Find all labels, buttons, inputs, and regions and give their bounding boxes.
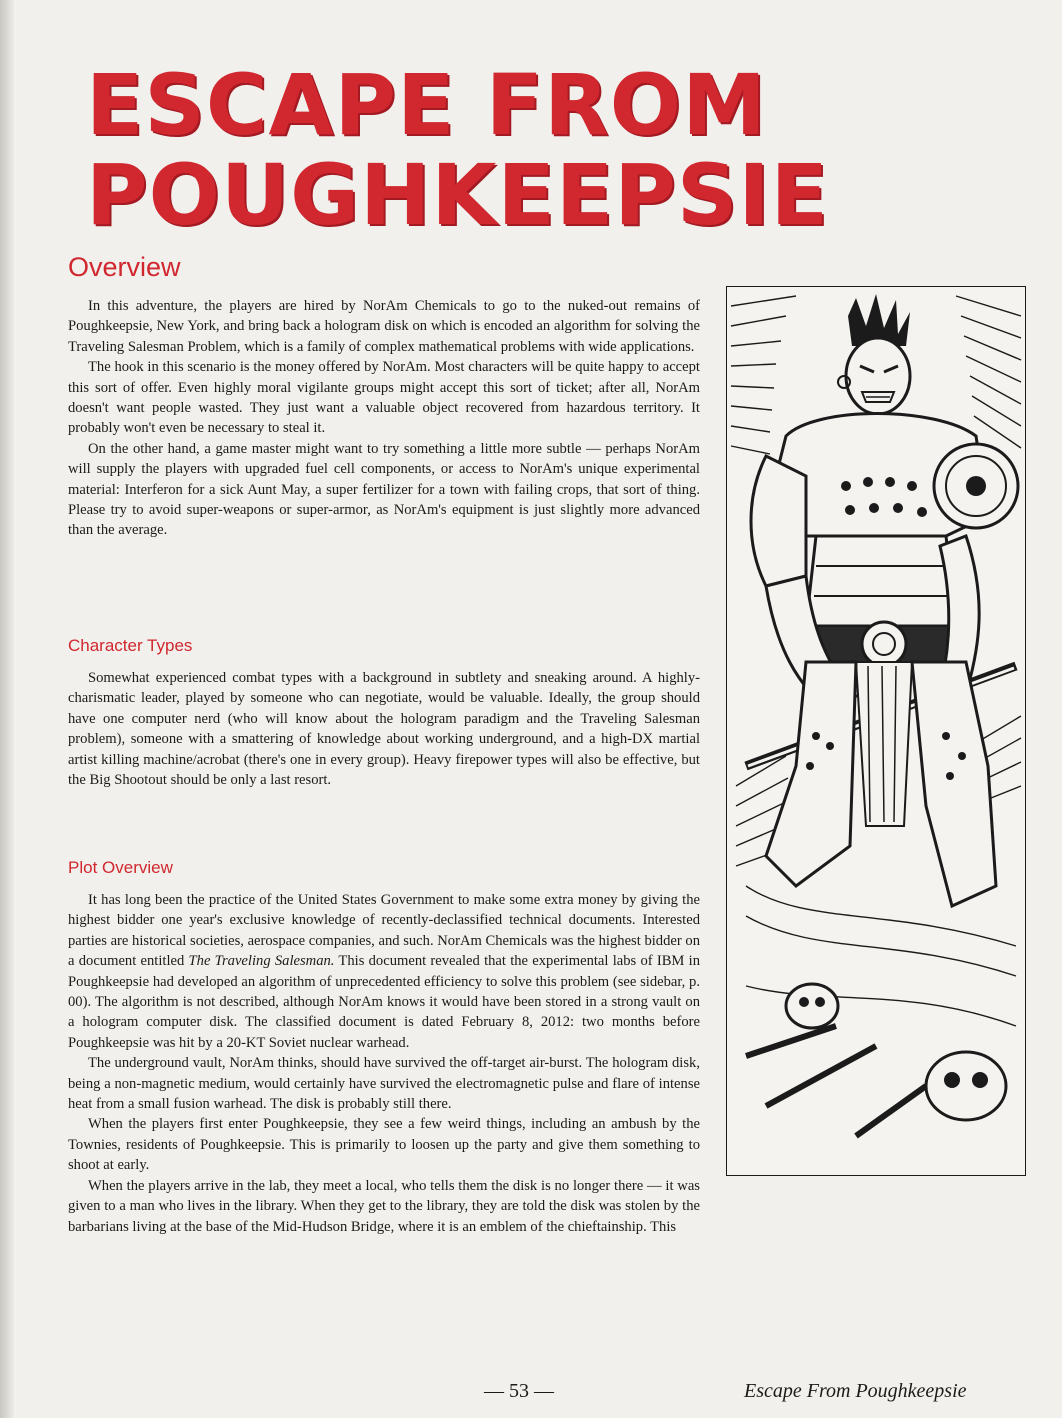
plot-overview-paragraph bbox=[68, 890, 700, 1053]
document-title: The Traveling Salesman. bbox=[188, 953, 335, 970]
overview-paragraph: In this adventure, the players are hired by NorAm Chemicals to go to the nuked-out remains of Poughkeepsie, New York, and bring back a hologram disk on which is encoded an algorithm for solving the Traveling Salesman Problem, which is a family of complex mathematical problems with wide applications. bbox=[68, 298, 700, 355]
page-binding-shadow bbox=[0, 0, 14, 1418]
plot-overview-paragraph: The underground vault, NorAm thinks, should have survived the off-target air-burst. The hologram disk, being a non-magnetic medium, would certainly have survived the electromagnetic pulse and flare of intense heat from a small fusion warhead. The disk is probably still there. bbox=[68, 1055, 700, 1113]
plot-overview-paragraph: When the players first enter Poughkeepsie, they see a few weird things, including an ambush by the Townies, residents of Poughkeepsie. This is primarily to loosen up the party and give them something to shoot at early. bbox=[68, 1116, 700, 1174]
plot-overview-heading: Plot Overview bbox=[68, 858, 173, 877]
character-types-section bbox=[68, 668, 700, 790]
title-line-1: ESCAPE FROM bbox=[86, 56, 767, 154]
overview-paragraph: The hook in this scenario is the money offered by NorAm. Most characters will be quite happy to accept this sort of offer. Even highly moral vigilante groups might accept this sort of ticket; after all, NorAm doesn't want people wasted. They just want a valuable object recovered from hazardous territory. It probably won't even be necessary to steal it. bbox=[68, 359, 700, 437]
plot-text: This document revealed that the experimental labs of IBM in Poughkeepsie had developed an algorithm of unprecedented efficiency to solve this problem (see sidebar, p. 00). The algorithm is not described, although NorAm knows it would have been stored in a strong vault on a hologram computer disk. The classified document is dated February 8, 2012: two months before Poughkeepsie was hit by a 20-KT Soviet nuclear warhead. bbox=[68, 953, 701, 1051]
overview-paragraph: On the other hand, a game master might want to try something a little more subtle — perhaps NorAm will supply the players with upgraded fuel cell components, or access to NorAm's unique experimental material: Interferon for a sick Aunt May, a super fertilizer for a town with failing crops, that sort of thing. Please try to avoid super-weapons or super-armor, as NorAm's equipment is just slightly more advanced than the average. bbox=[68, 440, 700, 539]
title-line-2: POUGHKEEPSIE bbox=[86, 146, 829, 244]
page-title bbox=[86, 56, 829, 244]
character-types-heading: Character Types bbox=[68, 636, 193, 655]
running-title: Escape From Poughkeepsie bbox=[744, 1380, 967, 1402]
overview-section bbox=[68, 296, 700, 541]
overview-heading: Overview bbox=[68, 252, 181, 282]
barbarian-warrior-illustration bbox=[726, 286, 1026, 1176]
plot-overview-paragraph: When the players arrive in the lab, they meet a local, who tells them the disk is no longer there — it was given to a man who lives in the library. When they get to the library, they are told the disk was stolen by the barbarians living at the base of the Mid-Hudson Bridge, where it is an emblem of the chieftainship. This bbox=[68, 1177, 700, 1235]
page-number: — 53 — bbox=[484, 1380, 554, 1402]
plot-overview-section bbox=[68, 890, 700, 1237]
plot-text: It has long been the practice of the United States Government to make some extra money by giving the highest bidder one year's exclusive knowledge of recently-declassified technical documents. Interested parties are historical societies, aerospace companies, and such. NorAm Chemicals was the highest bidder on a document entitled bbox=[68, 892, 700, 970]
character-types-paragraph: Somewhat experienced combat types with a background in subtlety and sneaking around. A highly-charismatic leader, played by someone who can negotiate, would be valuable. Ideally, the group should have one computer nerd (who will know about the hologram paradigm and the Traveling Salesman problem), someone with a smattering of knowledge about working underground, and a high-DX martial artist killing machine/acrobat (there's one in every group). Heavy firepower types will also be effective, but the Big Shootout should be only a last resort. bbox=[68, 670, 700, 789]
